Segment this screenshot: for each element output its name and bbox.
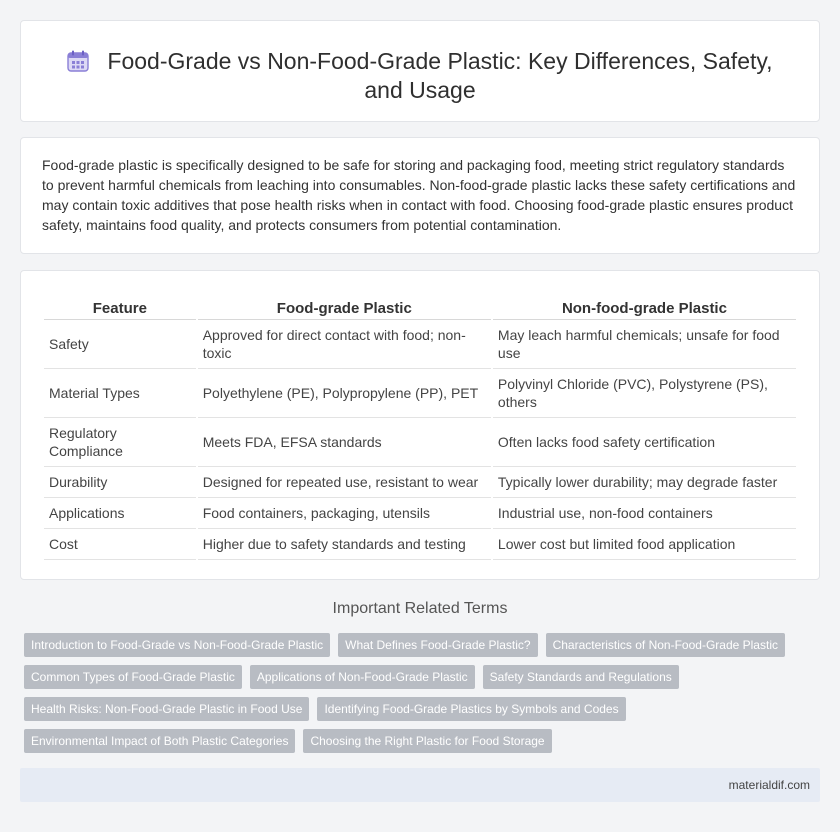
footer: [20, 768, 820, 802]
table-cell: Polyethylene (PE), Polypropylene (PP), PET: [198, 369, 491, 418]
table-cell-feature: Material Types: [44, 369, 196, 418]
table-row: [44, 418, 796, 467]
related-terms-title: Important Related Terms: [332, 600, 508, 617]
table-cell-feature: Durability: [44, 467, 196, 498]
table-cell: Higher due to safety standards and testing: [198, 529, 491, 560]
table-cell: Approved for direct contact with food; non-toxic: [198, 320, 491, 369]
table-cell: Industrial use, non-food containers: [493, 498, 796, 529]
tag-row: [24, 697, 814, 721]
related-term-tag[interactable]: Applications of Non-Food-Grade Plastic: [250, 665, 475, 689]
related-term-tag[interactable]: Introduction to Food-Grade vs Non-Food-Grade Plastic: [24, 633, 330, 657]
footer-site-link[interactable]: materialdif.com: [728, 778, 810, 792]
table-cell-feature: Regulatory Compliance: [44, 418, 196, 467]
header-feature: Feature: [44, 293, 196, 320]
table-cell-feature: Applications: [44, 498, 196, 529]
tag-row: [24, 633, 814, 657]
table-cell: Polyvinyl Chloride (PVC), Polystyrene (PS), others: [493, 369, 796, 418]
table-cell: Typically lower durability; may degrade faster: [493, 467, 796, 498]
related-term-tag[interactable]: Safety Standards and Regulations: [483, 665, 679, 689]
table-cell: Designed for repeated use, resistant to wear: [198, 467, 491, 498]
comparison-table: [42, 293, 798, 560]
header-non-food-grade: Non-food-grade Plastic: [493, 293, 796, 320]
table-header-row: [44, 293, 796, 320]
table-row: [44, 369, 796, 418]
table-row: [44, 467, 796, 498]
table-cell: Meets FDA, EFSA standards: [198, 418, 491, 467]
related-term-tag[interactable]: Choosing the Right Plastic for Food Storage: [303, 729, 551, 753]
intro-paragraph: Food-grade plastic is specifically designed to be safe for storing and packaging food, meeting strict regulatory standards to prevent harmful chemicals from leaching into consumables. Non-food-grade plastic lacks these safety certifications and may contain toxic additives that pose health risks when in contact with food. Choosing food-grade plastic ensures product safety, maintains food quality, and protects consumers from potential contamination.: [42, 157, 796, 233]
page-title-wrap: [21, 47, 819, 105]
related-term-tag[interactable]: Environmental Impact of Both Plastic Categories: [24, 729, 295, 753]
header-card: [20, 20, 820, 122]
tag-row: [24, 665, 814, 689]
table-cell: May leach harmful chemicals; unsafe for food use: [493, 320, 796, 369]
table-cell-feature: Cost: [44, 529, 196, 560]
related-term-tag[interactable]: Characteristics of Non-Food-Grade Plastic: [546, 633, 785, 657]
header-food-grade: Food-grade Plastic: [198, 293, 491, 320]
table-cell: Often lacks food safety certification: [493, 418, 796, 467]
comparison-card: [20, 270, 820, 580]
related-term-tag[interactable]: What Defines Food-Grade Plastic?: [338, 633, 537, 657]
table-cell: Lower cost but limited food application: [493, 529, 796, 560]
related-terms-tags: [24, 633, 814, 761]
table-row: [44, 320, 796, 369]
calendar-icon: [67, 50, 89, 72]
page-title: Food-Grade vs Non-Food-Grade Plastic: Key Differences, Safety, and Usage: [107, 48, 773, 103]
intro-card: [20, 137, 820, 254]
related-term-tag[interactable]: Identifying Food-Grade Plastics by Symbols and Codes: [317, 697, 625, 721]
table-row: [44, 529, 796, 560]
related-term-tag[interactable]: Common Types of Food-Grade Plastic: [24, 665, 242, 689]
table-row: [44, 498, 796, 529]
table-cell-feature: Safety: [44, 320, 196, 369]
related-term-tag[interactable]: Health Risks: Non-Food-Grade Plastic in Food Use: [24, 697, 309, 721]
table-cell: Food containers, packaging, utensils: [198, 498, 491, 529]
tag-row: [24, 729, 814, 753]
